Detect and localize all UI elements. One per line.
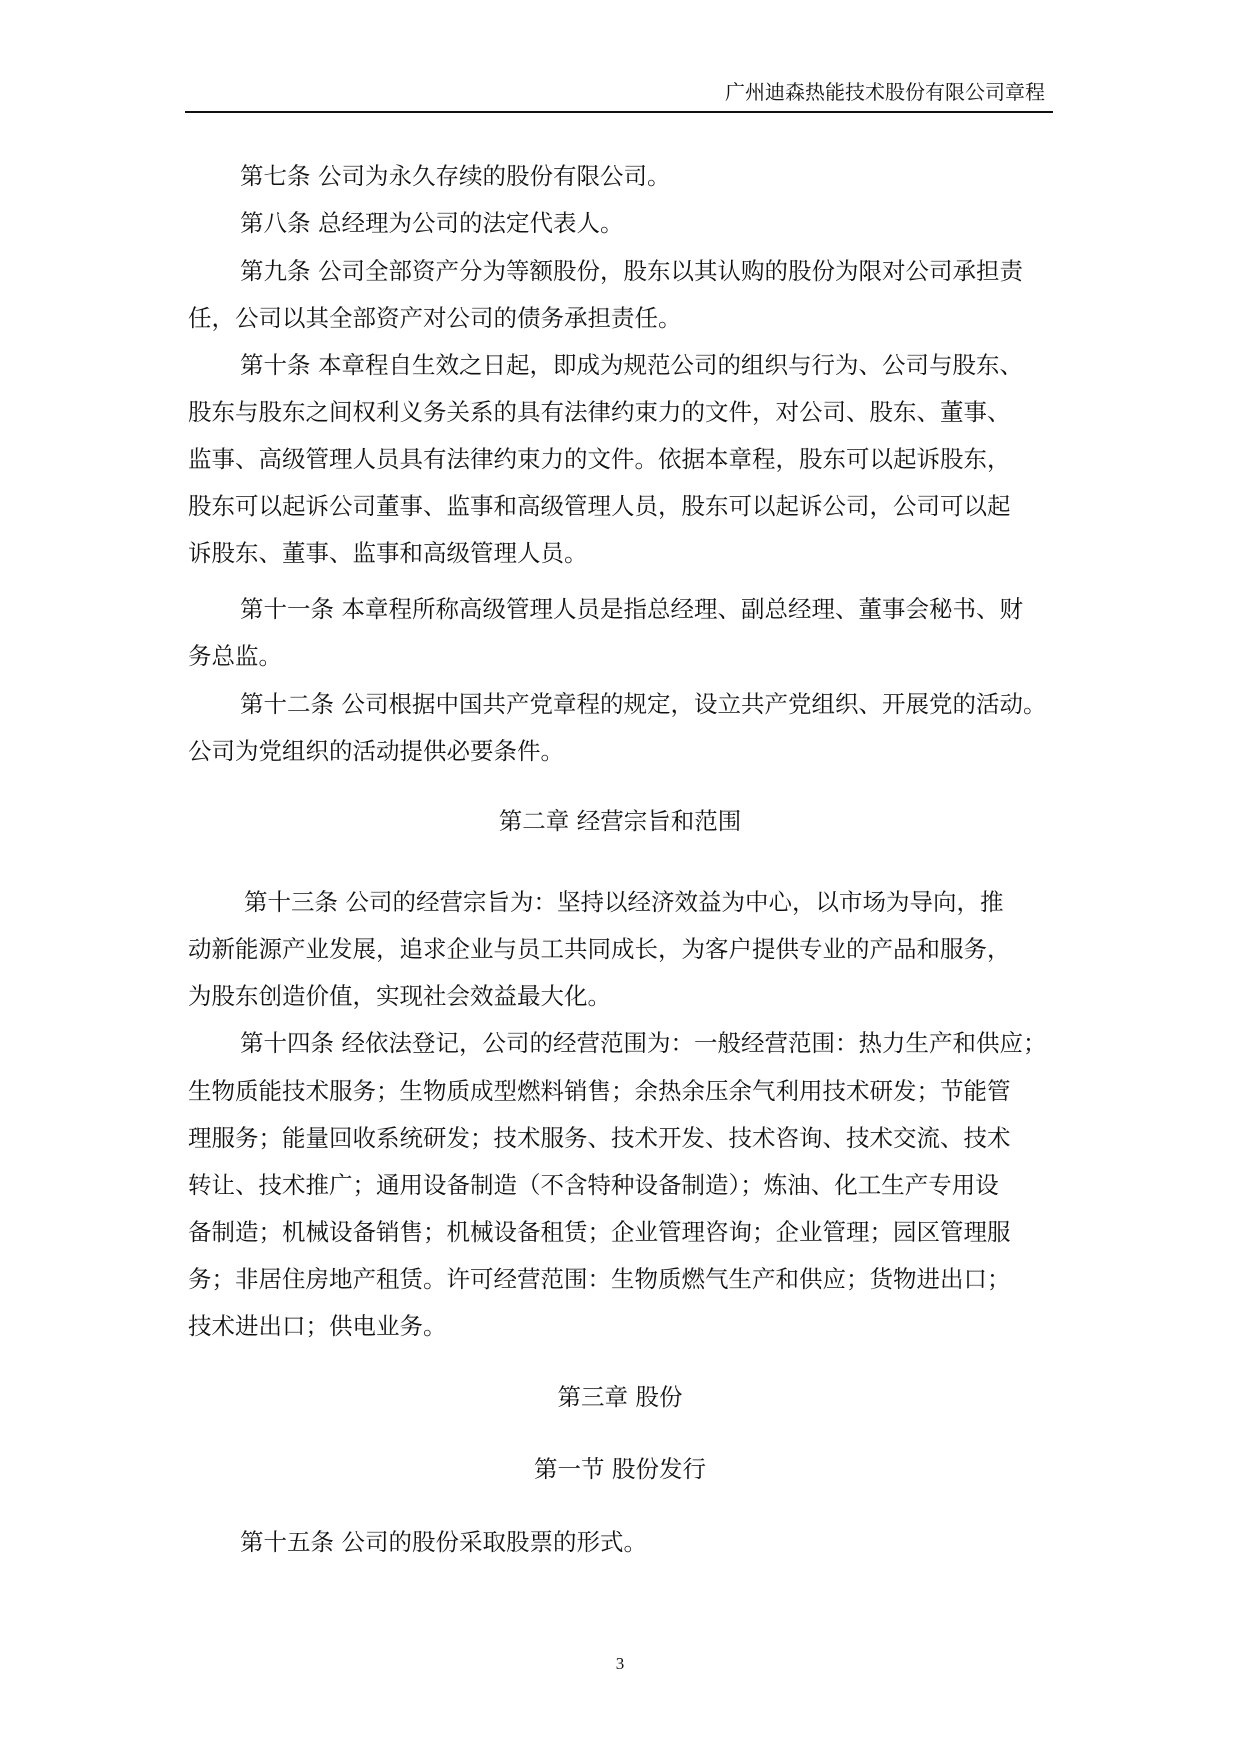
chapter-heading: 第二章 经营宗旨和范围 <box>498 807 742 835</box>
body-line: 动新能源产业发展，追求企业与员工共同成长，为客户提供专业的产品和服务， <box>188 935 1011 963</box>
body-line: 务；非居住房地产租赁。许可经营范围：生物质燃气生产和供应；货物进出口； <box>188 1265 1011 1293</box>
body-line: 理服务；能量回收系统研发；技术服务、技术开发、技术咨询、技术交流、技术 <box>188 1124 1011 1152</box>
body-line: 股东与股东之间权利义务关系的具有法律约束力的文件，对公司、股东、董事、 <box>188 398 1011 426</box>
body-line: 股东可以起诉公司董事、监事和高级管理人员，股东可以起诉公司，公司可以起 <box>188 492 1011 520</box>
body-line: 第十五条 公司的股份采取股票的形式。 <box>240 1528 647 1556</box>
header-divider <box>185 111 1053 113</box>
chapter-heading: 第三章 股份 <box>557 1383 683 1411</box>
section-heading: 第一节 股份发行 <box>534 1455 706 1483</box>
body-line: 务总监。 <box>188 642 282 670</box>
body-line: 第十二条 公司根据中国共产党章程的规定，设立共产党组织、开展党的活动。 <box>240 690 1047 718</box>
body-line: 第十一条 本章程所称高级管理人员是指总经理、副总经理、董事会秘书、财 <box>240 595 1023 623</box>
body-line: 第八条 总经理为公司的法定代表人。 <box>240 209 624 237</box>
body-line: 公司为党组织的活动提供必要条件。 <box>188 737 564 765</box>
body-line: 第七条 公司为永久存续的股份有限公司。 <box>240 162 671 190</box>
body-line: 任，公司以其全部资产对公司的债务承担责任。 <box>188 304 682 332</box>
document-header-title: 广州迪森热能技术股份有限公司章程 <box>725 80 1045 104</box>
page-number: 3 <box>615 1654 625 1673</box>
body-line: 第九条 公司全部资产分为等额股份，股东以其认购的股份为限对公司承担责 <box>240 257 1023 285</box>
body-line: 转让、技术推广；通用设备制造（不含特种设备制造）；炼油、化工生产专用设 <box>188 1171 999 1199</box>
body-line: 诉股东、董事、监事和高级管理人员。 <box>188 539 588 567</box>
body-line: 为股东创造价值，实现社会效益最大化。 <box>188 982 611 1010</box>
body-line: 技术进出口；供电业务。 <box>188 1312 447 1340</box>
body-line: 第十条 本章程自生效之日起，即成为规范公司的组织与行为、公司与股东、 <box>240 351 1023 379</box>
body-line: 备制造；机械设备销售；机械设备租赁；企业管理咨询；企业管理；园区管理服 <box>188 1218 1011 1246</box>
body-line: 监事、高级管理人员具有法律约束力的文件。依据本章程，股东可以起诉股东， <box>188 445 1011 473</box>
body-line: 第十三条 公司的经营宗旨为：坚持以经济效益为中心，以市场为导向，推 <box>244 888 1004 916</box>
body-line: 第十四条 经依法登记，公司的经营范围为：一般经营范围：热力生产和供应； <box>240 1029 1047 1057</box>
body-line: 生物质能技术服务；生物质成型燃料销售；余热余压余气利用技术研发；节能管 <box>188 1077 1011 1105</box>
